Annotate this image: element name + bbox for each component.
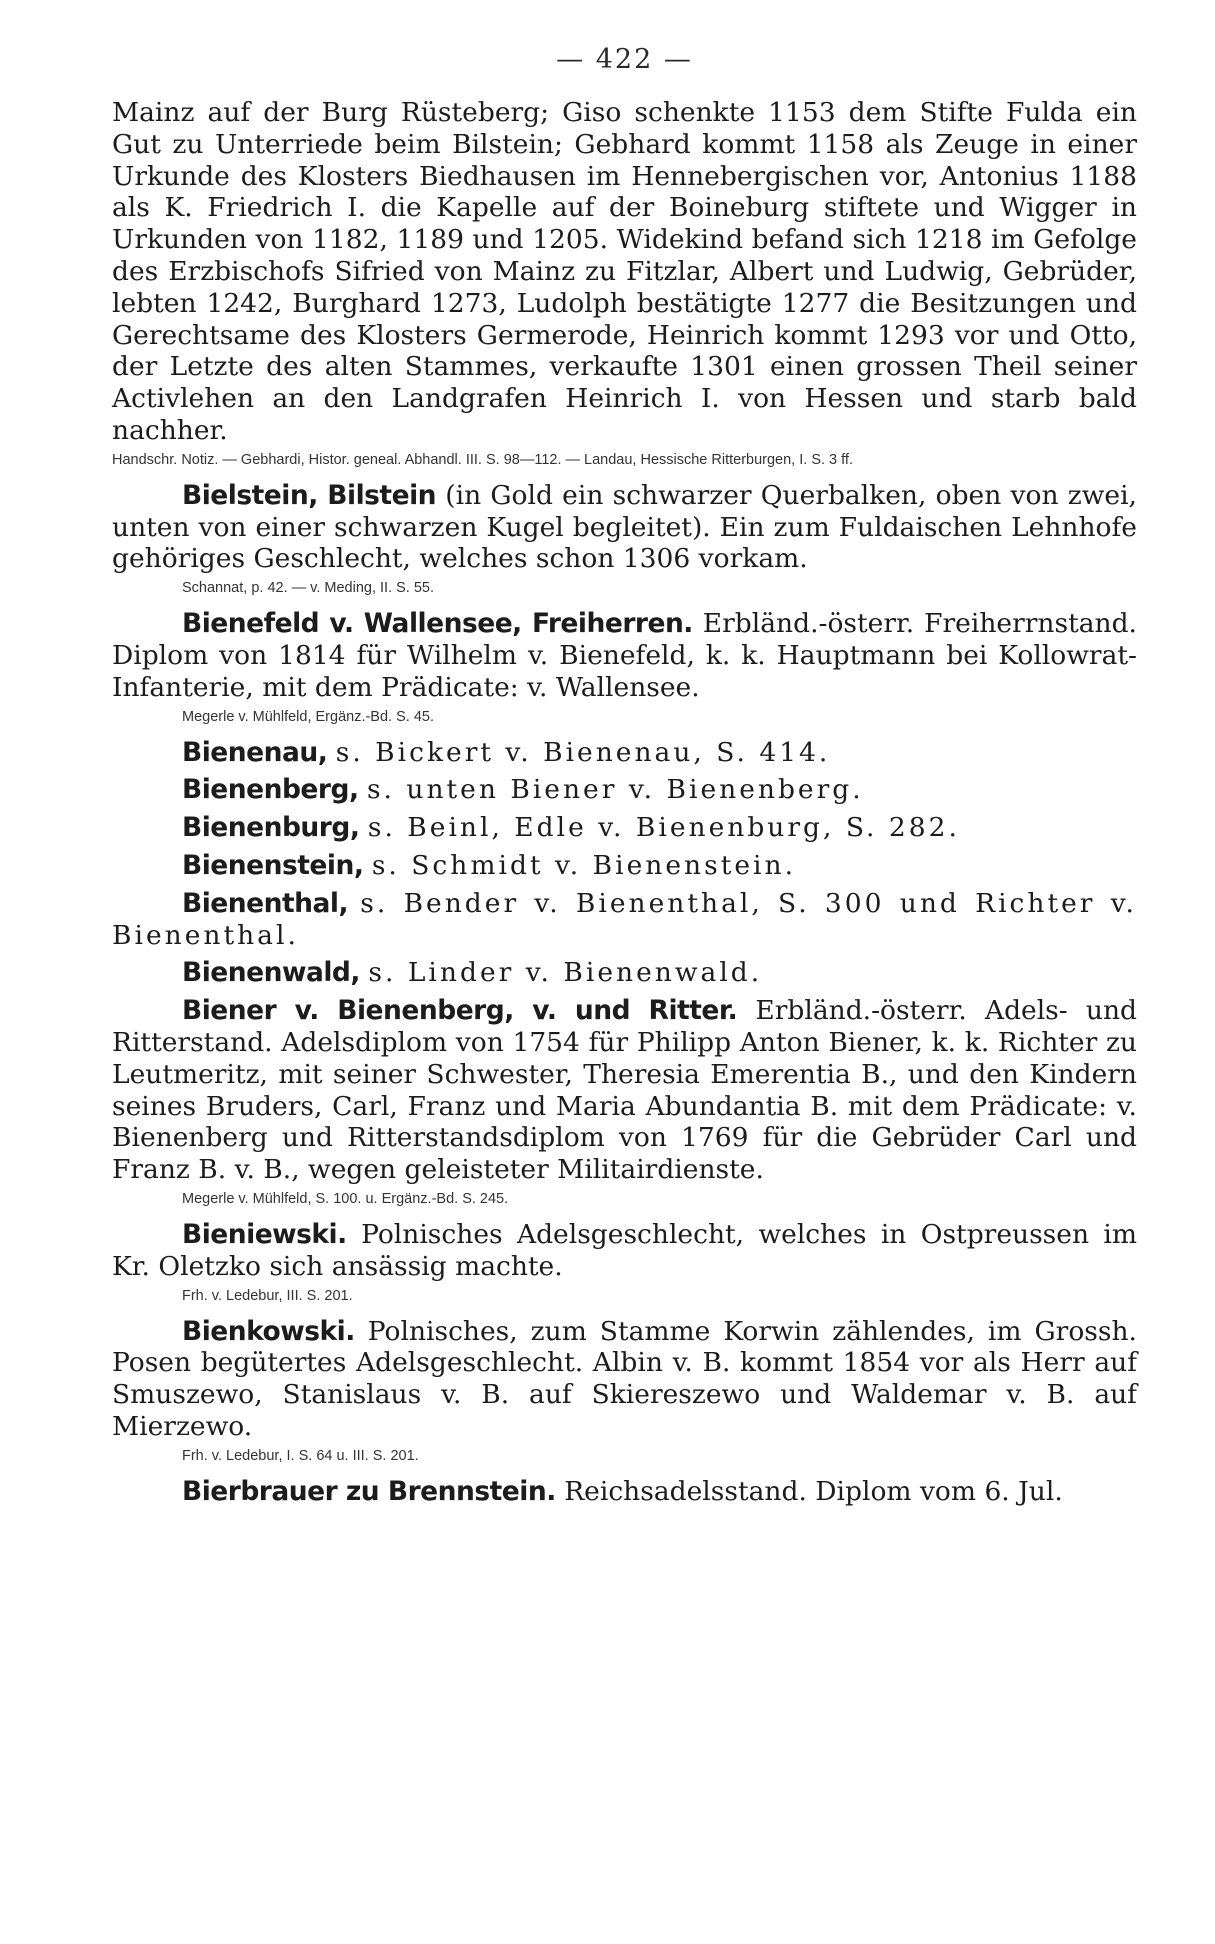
entry-text: s. Schmidt v. Bienenstein. — [371, 849, 796, 881]
entry-headword: Bienenwald, — [182, 957, 360, 989]
entry-bienenthal — [112, 888, 1137, 952]
entry-bienkowski — [112, 1316, 1137, 1466]
entry-bienenberg — [182, 774, 1137, 806]
entry-headword: Biener v. Bienenberg, v. und Ritter. — [182, 995, 738, 1027]
intro-paragraph: Mainz auf der Burg Rüsteberg; Giso schenkte 1153 dem Stifte Fulda ein Gut zu Unterriede beim Bilstein; Gebhard kommt 1158 als Zeuge in einer Urkunde des Klosters Biedhausen im Hennebergischen vor, Antonius 1188 als K. Friedrich I. die Kapelle auf der Boineburg stiftete und Wigger in Urkunden von 1182, 1189 und 1205. Widekind befand sich 1218 im Gefolge des Erzbischofs Sifried von Mainz zu Fitzlar, Albert und Ludwig, Gebrüder, lebten 1242, Burghard 1273, Ludolph bestätigte 1277 die Besitzungen und Gerechtsame des Klosters Germerode, Heinrich kommt 1293 vor und Otto, der Letzte des alten Stammes, verkaufte 1301 einen grossen Theil seiner Activlehen an den Landgrafen Heinrich I. von Hessen und starb bald nachher. — [112, 97, 1137, 446]
entry-text: s. Linder v. Bienenwald. — [368, 957, 763, 989]
entry-headword: Bienenau, — [182, 736, 328, 768]
entry-text: Reichsadelsstand. Diplom vom 6. Jul. — [564, 1475, 1063, 1507]
entry-headword: Bierbrauer zu Brennstein. — [182, 1475, 556, 1507]
entry-text: Erbländ.-österr. Adels- und Ritterstand. Adelsdiplom von 1754 für Philipp Anton Biener, k. k. Richter zu Leutmeritz, mit seiner Schwester, Theresia Emerentia B., und den Kindern seines Bruders, Carl, Franz und Maria Abundantia B. mit dem Prädicate: v. Bienenberg und Ritterstandsdiplom von 1769 für die Gebrüder Carl und Franz B. v. B., wegen geleisteter Militairdienste. — [112, 995, 1137, 1186]
intro-reference: Handschr. Notiz. — Gebhardi, Histor. geneal. Abhandl. III. S. 98—112. — Landau, Hessische Ritterburgen, I. S. 3 ff. — [112, 451, 853, 468]
entry-reference: Frh. v. Ledebur, I. S. 64 u. III. S. 201. — [182, 1447, 419, 1464]
entry-bienenburg — [182, 812, 1137, 844]
entry-headword: Bienenburg, — [182, 812, 360, 844]
entry-headword: Bienkowski. — [182, 1315, 355, 1347]
entry-text: Erbländ.-österr. Freiherrnstand. Diplom von 1814 für Wilhelm v. Bienefeld, k. k. Hauptmann bei Kollowrat-Infanterie, mit dem Prädicate: v. Wallensee. — [112, 608, 1137, 703]
entry-bienenstein — [182, 850, 1137, 882]
entry-headword: Bieniewski. — [182, 1218, 347, 1250]
entry-bienenwald — [182, 957, 1137, 989]
entry-reference: Megerle v. Mühlfeld, S. 100. u. Ergänz.-Bd. S. 245. — [182, 1190, 509, 1207]
entry-headword: Bielstein, Bilstein — [182, 479, 437, 511]
entry-text: (in Gold ein schwarzer Querbalken, oben von zwei, unten von einer schwarzen Kugel begleitet). Ein zum Fuldaischen Lehnhofe gehöriges Geschlecht, welches schon 1306 vorkam. — [112, 479, 1137, 575]
entry-bielstein — [112, 480, 1137, 598]
entry-text: Polnisches Adelsgeschlecht, welches in Ostpreussen im Kr. Oletzko sich ansässig machte. — [112, 1218, 1137, 1282]
entry-reference: Frh. v. Ledebur, III. S. 201. — [182, 1287, 353, 1304]
entry-bienenau — [182, 737, 1137, 769]
entry-text: s. Bender v. Bienenthal, S. 300 und Richter v. Bienenthal. — [112, 887, 1137, 951]
entry-headword: Bienenthal, — [182, 887, 349, 919]
entry-text: s. Bickert v. Bienenau, S. 414. — [335, 736, 831, 768]
entry-headword: Bienenberg, — [182, 774, 359, 806]
entry-reference: Megerle v. Mühlfeld, Ergänz.-Bd. S. 45. — [182, 708, 434, 725]
entry-bienefeld — [112, 608, 1137, 726]
entry-bieniewski — [112, 1219, 1137, 1306]
entry-headword: Bienenstein, — [182, 849, 364, 881]
entry-text: Polnisches, zum Stamme Korwin zählendes, im Grossh. Posen begütertes Adelsgeschlecht. Albin v. B. kommt 1854 vor als Herr auf Smuszewo, Stanislaus v. B. auf Skiereszewo und Waldemar v. B. auf Mierzewo. — [112, 1315, 1137, 1442]
entry-headword: Bienefeld v. Wallensee, Freiherren. — [182, 608, 693, 640]
entry-text: s. Beinl, Edle v. Bienenburg, S. 282. — [367, 812, 960, 844]
entry-bierbrauer — [112, 1476, 1137, 1508]
entry-reference: Schannat, p. 42. — v. Meding, II. S. 55. — [182, 580, 435, 597]
entry-text: s. unten Biener v. Bienenberg. — [366, 774, 864, 806]
page-number: — 422 — — [556, 44, 693, 75]
document-page — [112, 44, 1137, 1507]
entry-biener — [112, 995, 1137, 1209]
